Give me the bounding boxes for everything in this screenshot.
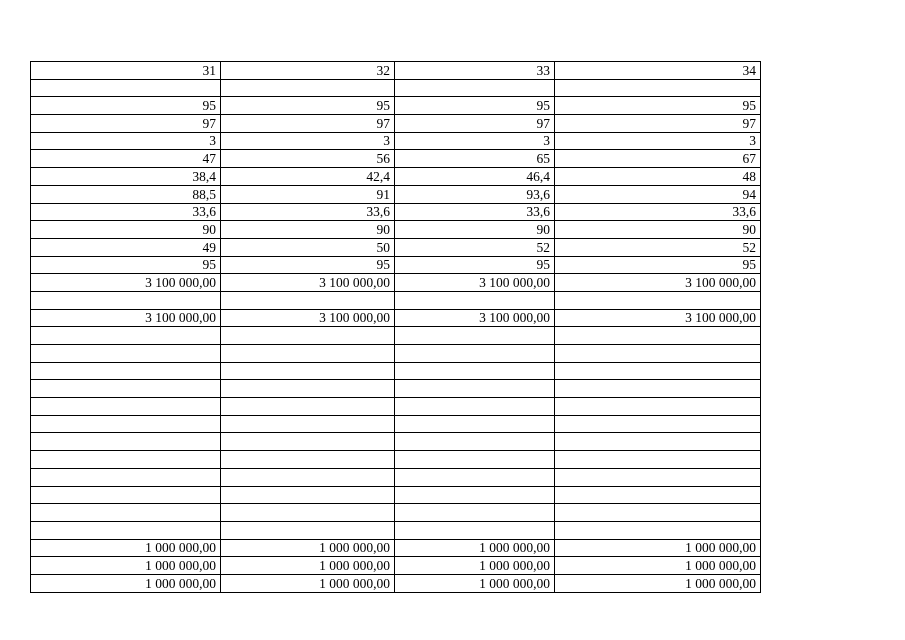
table-cell: 3 100 000,00 <box>395 309 555 327</box>
table-cell <box>395 380 555 398</box>
table-cell <box>221 468 395 486</box>
table-cell <box>395 451 555 469</box>
table-row <box>31 557 761 575</box>
table-cell <box>395 521 555 539</box>
table-cell: 52 <box>395 238 555 256</box>
table-cell <box>221 486 395 504</box>
table-cell: 1 000 000,00 <box>221 557 395 575</box>
table-row <box>31 380 761 398</box>
table-cell: 3 100 000,00 <box>31 309 221 327</box>
table-cell: 3 <box>395 132 555 150</box>
table-cell <box>395 291 555 309</box>
table-cell <box>31 486 221 504</box>
table-cell: 1 000 000,00 <box>395 539 555 557</box>
table-cell <box>395 345 555 363</box>
table-cell: 95 <box>31 256 221 274</box>
table-cell <box>395 362 555 380</box>
table-cell: 65 <box>395 150 555 168</box>
table-cell: 90 <box>221 221 395 239</box>
table-cell: 95 <box>555 97 761 115</box>
table-cell: 94 <box>555 185 761 203</box>
table-cell: 1 000 000,00 <box>555 557 761 575</box>
table-cell <box>395 468 555 486</box>
table-row <box>31 79 761 97</box>
table-cell: 67 <box>555 150 761 168</box>
table-cell: 1 000 000,00 <box>31 574 221 592</box>
table-cell <box>395 79 555 97</box>
table-cell: 3 <box>555 132 761 150</box>
table-row <box>31 486 761 504</box>
table-row <box>31 221 761 239</box>
table-cell <box>555 451 761 469</box>
table-cell: 3 100 000,00 <box>31 274 221 292</box>
table-cell: 50 <box>221 238 395 256</box>
table-cell: 38,4 <box>31 168 221 186</box>
table-cell <box>555 327 761 345</box>
table-cell: 1 000 000,00 <box>31 539 221 557</box>
table-cell: 33,6 <box>31 203 221 221</box>
table-cell: 33,6 <box>221 203 395 221</box>
table-cell <box>555 468 761 486</box>
table-cell <box>555 345 761 363</box>
table-cell <box>395 327 555 345</box>
table-cell <box>555 521 761 539</box>
table-row <box>31 274 761 292</box>
table-cell: 1 000 000,00 <box>31 557 221 575</box>
table-row <box>31 132 761 150</box>
table-row <box>31 203 761 221</box>
table-cell <box>221 398 395 416</box>
table-row <box>31 168 761 186</box>
table-row <box>31 398 761 416</box>
table-cell: 97 <box>555 115 761 133</box>
table-cell: 95 <box>221 97 395 115</box>
table-cell: 33,6 <box>395 203 555 221</box>
table-row <box>31 291 761 309</box>
table-cell: 3 <box>221 132 395 150</box>
table-cell <box>395 398 555 416</box>
table-row <box>31 433 761 451</box>
table-cell <box>31 468 221 486</box>
table-cell: 3 100 000,00 <box>221 309 395 327</box>
table-row <box>31 256 761 274</box>
table-row <box>31 327 761 345</box>
table-row <box>31 115 761 133</box>
table-cell <box>555 362 761 380</box>
table-cell: 90 <box>31 221 221 239</box>
table-cell <box>221 79 395 97</box>
table-cell: 1 000 000,00 <box>221 574 395 592</box>
table-cell: 3 100 000,00 <box>221 274 395 292</box>
table-row <box>31 345 761 363</box>
table-cell: 97 <box>31 115 221 133</box>
table-cell: 33 <box>395 62 555 80</box>
table-row <box>31 150 761 168</box>
table-cell: 95 <box>395 97 555 115</box>
table-body <box>31 62 761 593</box>
table-cell <box>221 415 395 433</box>
table-cell: 1 000 000,00 <box>395 574 555 592</box>
table-row <box>31 451 761 469</box>
table-cell: 97 <box>395 115 555 133</box>
table-cell: 1 000 000,00 <box>395 557 555 575</box>
table-cell <box>31 362 221 380</box>
table-cell <box>31 433 221 451</box>
table-cell: 48 <box>555 168 761 186</box>
table-cell <box>555 291 761 309</box>
table-row <box>31 309 761 327</box>
table-cell <box>31 415 221 433</box>
table-cell <box>31 398 221 416</box>
table-cell <box>555 486 761 504</box>
table-cell <box>31 380 221 398</box>
table-cell: 56 <box>221 150 395 168</box>
table-row <box>31 415 761 433</box>
table-row <box>31 521 761 539</box>
table-cell <box>31 521 221 539</box>
table-cell: 31 <box>31 62 221 80</box>
table-cell <box>555 504 761 522</box>
table-cell <box>221 504 395 522</box>
table-cell: 95 <box>31 97 221 115</box>
table-cell <box>395 433 555 451</box>
table-cell <box>221 291 395 309</box>
table-row <box>31 468 761 486</box>
table-cell <box>555 79 761 97</box>
table-cell <box>221 433 395 451</box>
table-cell <box>221 380 395 398</box>
table-cell <box>395 486 555 504</box>
table-cell: 34 <box>555 62 761 80</box>
table-cell: 90 <box>395 221 555 239</box>
table-cell <box>555 433 761 451</box>
table-row <box>31 185 761 203</box>
table-cell <box>555 380 761 398</box>
table-cell: 88,5 <box>31 185 221 203</box>
table-cell: 90 <box>555 221 761 239</box>
table-cell: 32 <box>221 62 395 80</box>
table-cell: 3 <box>31 132 221 150</box>
table-row <box>31 62 761 80</box>
table-cell: 52 <box>555 238 761 256</box>
table-cell <box>395 415 555 433</box>
data-table <box>30 61 761 593</box>
table-cell: 1 000 000,00 <box>555 574 761 592</box>
table-cell <box>555 398 761 416</box>
table-cell: 3 100 000,00 <box>395 274 555 292</box>
table-cell: 3 100 000,00 <box>555 274 761 292</box>
table-cell: 1 000 000,00 <box>221 539 395 557</box>
table-row <box>31 574 761 592</box>
table-cell: 46,4 <box>395 168 555 186</box>
table-cell <box>221 521 395 539</box>
table-cell: 1 000 000,00 <box>555 539 761 557</box>
table-cell: 97 <box>221 115 395 133</box>
table-cell <box>221 327 395 345</box>
table-cell <box>31 504 221 522</box>
table-cell <box>31 79 221 97</box>
table-cell: 91 <box>221 185 395 203</box>
table-row <box>31 97 761 115</box>
table-cell <box>221 345 395 363</box>
table-cell: 3 100 000,00 <box>555 309 761 327</box>
table-cell <box>221 451 395 469</box>
table-cell <box>395 504 555 522</box>
table-cell: 42,4 <box>221 168 395 186</box>
table-cell <box>31 327 221 345</box>
table-row <box>31 539 761 557</box>
table-cell <box>555 415 761 433</box>
table-cell <box>31 291 221 309</box>
table-row <box>31 504 761 522</box>
table-cell: 95 <box>395 256 555 274</box>
table-cell: 33,6 <box>555 203 761 221</box>
table-cell: 95 <box>221 256 395 274</box>
table-cell: 47 <box>31 150 221 168</box>
table-row <box>31 238 761 256</box>
table-cell: 49 <box>31 238 221 256</box>
table-cell <box>31 451 221 469</box>
table-cell: 95 <box>555 256 761 274</box>
table-cell: 93,6 <box>395 185 555 203</box>
table-cell <box>31 345 221 363</box>
table-cell <box>221 362 395 380</box>
table-row <box>31 362 761 380</box>
